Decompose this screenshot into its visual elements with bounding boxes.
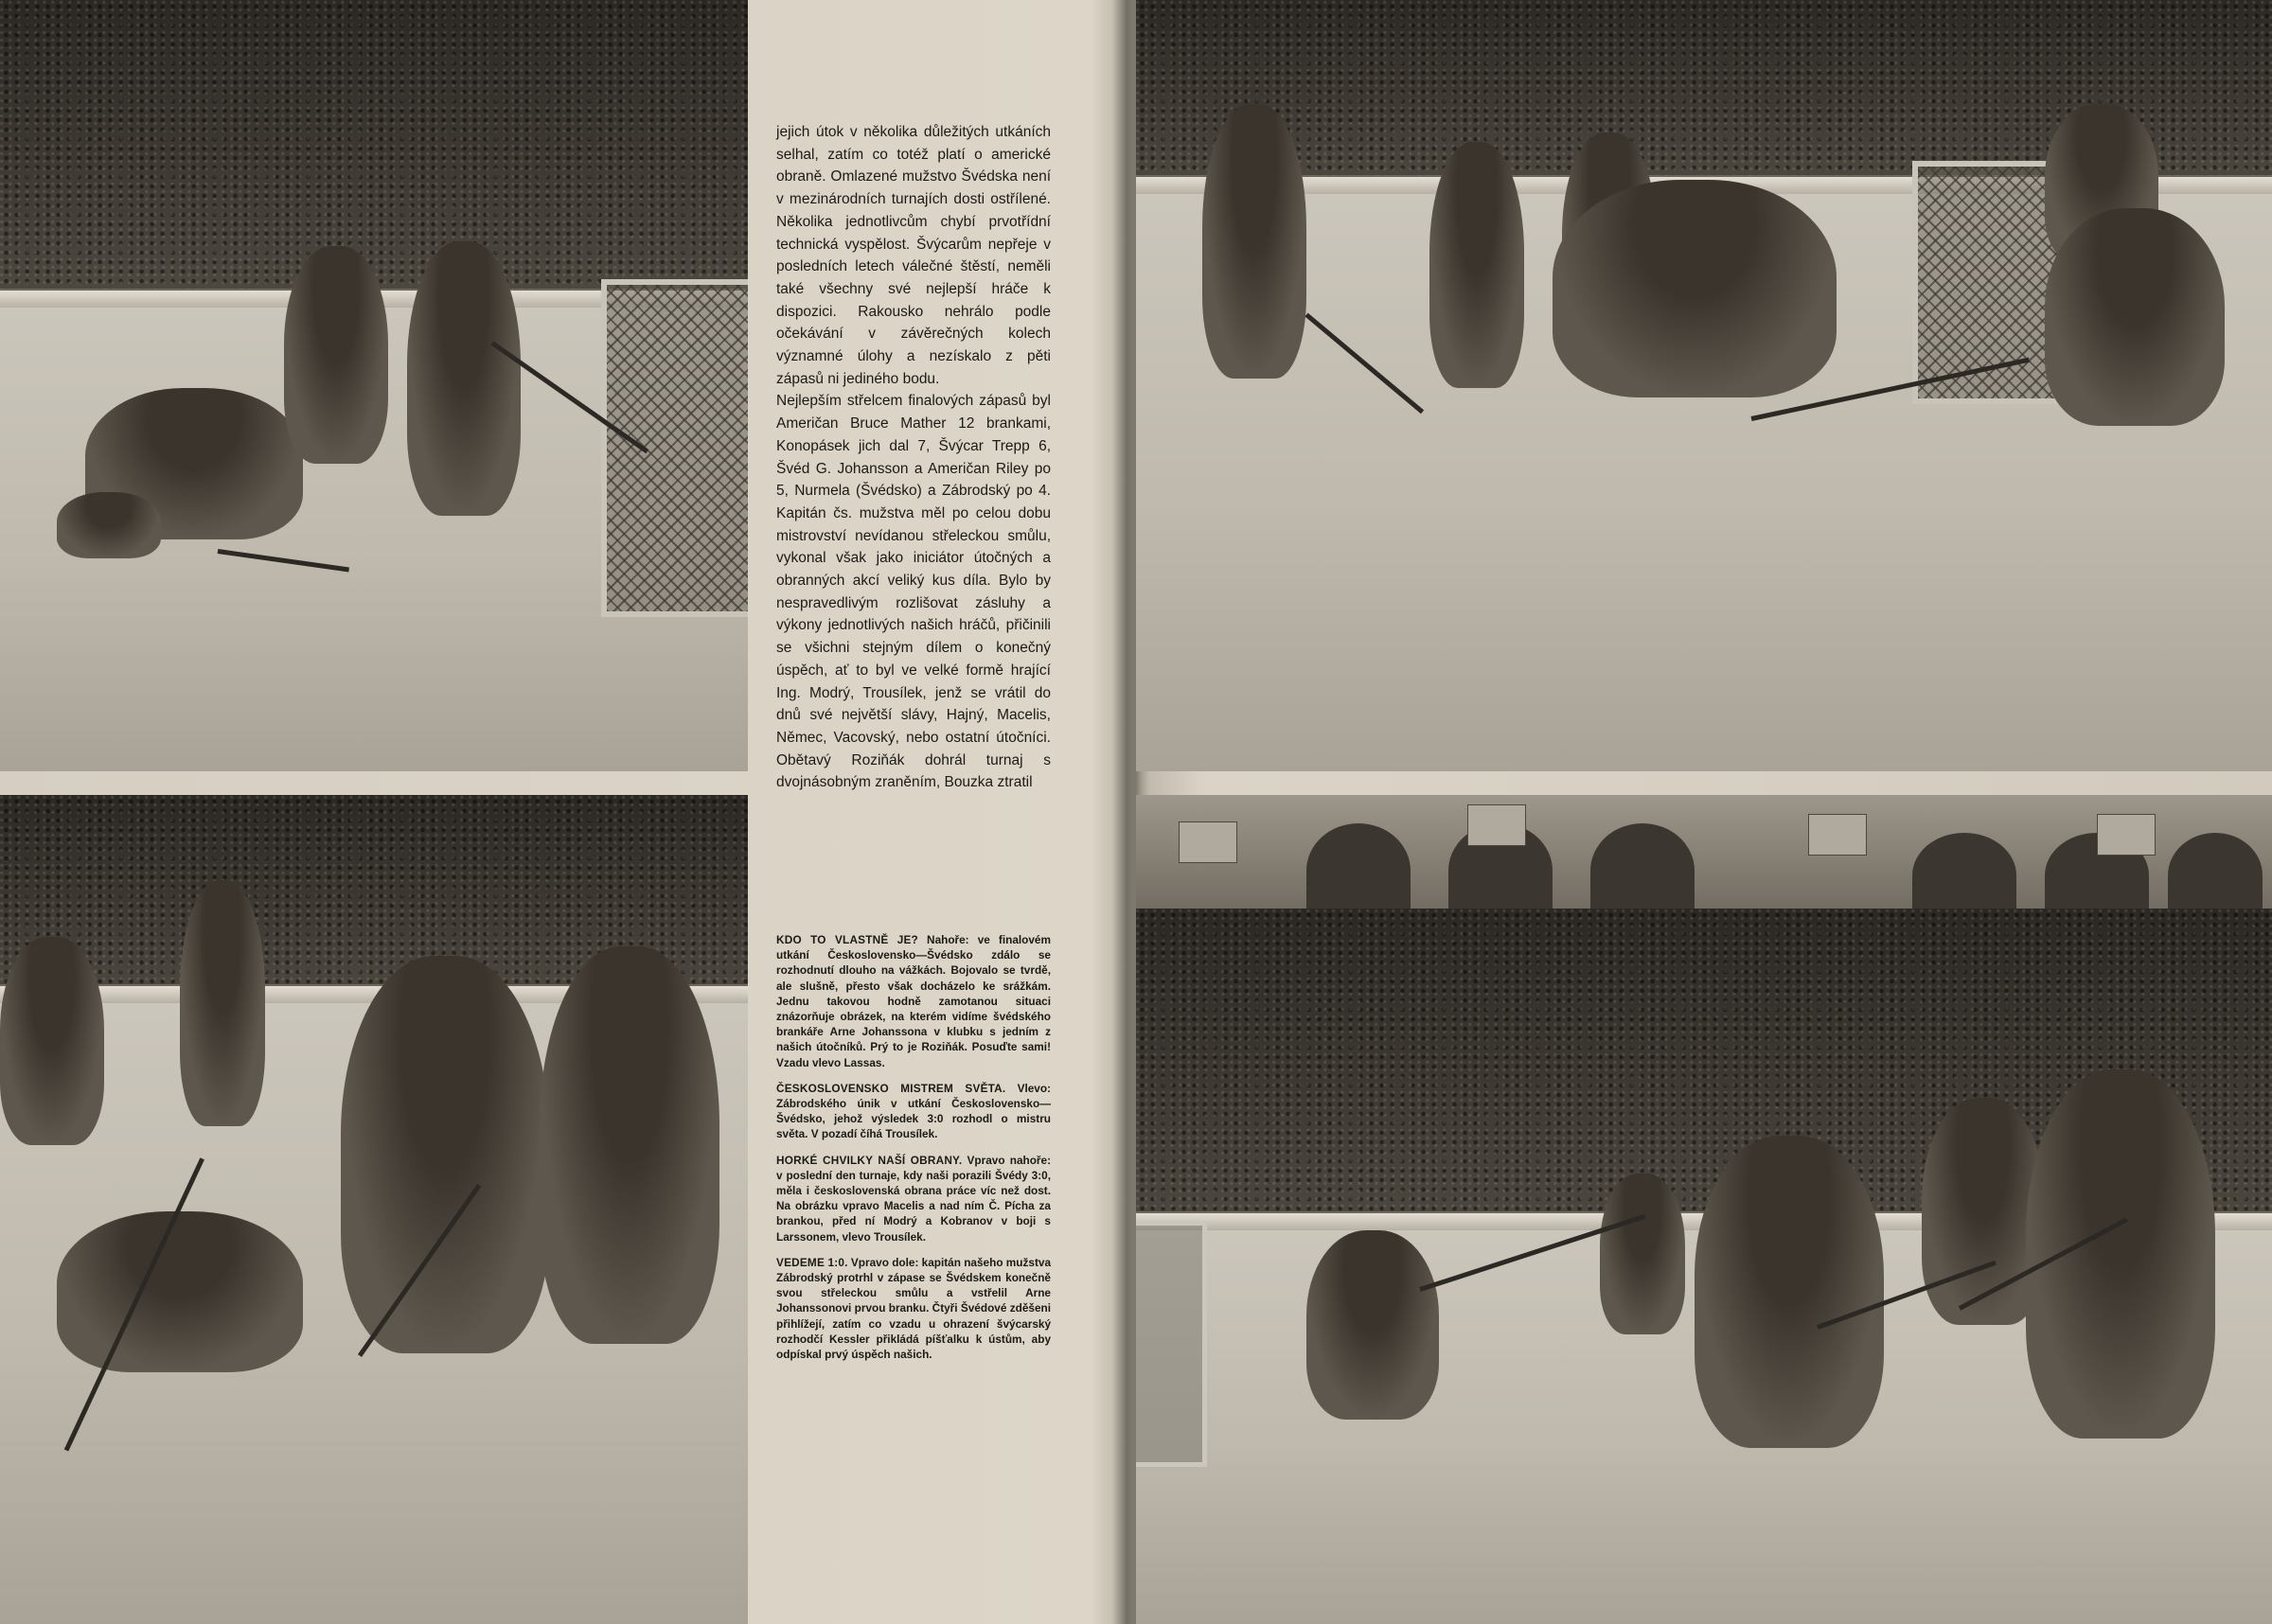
caption-vedeme	[776, 1255, 1051, 1362]
caption-head: HORKÉ CHVILKY NAŠÍ OBRANY.	[776, 1153, 963, 1167]
caption-ceskoslovensko-mistrem-sveta	[776, 1081, 1051, 1142]
caption-body: Vpravo nahoře: v poslední den turnaje, kdy naši porazili Švédy 3:0, měla i československá obrana práce víc než dost. Na obrázku vpravo Macelis a nad ním Č. Pícha za brankou, před ní Modrý a Kobranov v boji s Larssonem, vlevo Trousílek.	[776, 1153, 1052, 1244]
caption-body: Nahoře: ve finalovém utkání Československo—Švédsko zdálo se rozhodnutí dlouho na vážkách. Bojovalo se tvrdě, ale slušně, přesto však docházelo ke srážkám. Jednu takovou hodně zamotanou situaci znázorňuje obrázek, na kterém vidíme švédského brankáře Arne Johanssona v klubku s jedním z našich útočníků. Prý to je Roziňák. Posuďte sami! Vzadu vlevo Lassas.	[776, 933, 1051, 1069]
caption-body: Vlevo: Zábrodského únik v utkání Československo—Švédsko, jehož výsledek 3:0 rozhodl o mistru světa. V pozadí číhá Trousílek.	[776, 1081, 1051, 1141]
caption-head: ČESKOSLOVENSKO MISTREM SVĚTA.	[776, 1081, 1006, 1095]
article-paragraph-1: jejich útok v několika důležitých utkáních selhal, zatím co totéž platí o americké obraně. Omlazené mužstvo Švédska není v mezinárodních turnajích dosti ostřílené. Několika jednotlivcům chybí prvotřídní technická vyspělost. Švýcarům nepřeje v posledních letech válečné štěstí, neměli také všechny své nejlepší hráče k dispozici. Rakousko nehrálo podle očekávání v závěrečných kolech významné úlohy a nezískalo z pěti zápasů ni jediného bodu.	[776, 124, 1051, 387]
article-text	[776, 121, 1051, 794]
photo-defence	[1136, 0, 2272, 771]
caption-head: KDO TO VLASTNĚ JE?	[776, 933, 918, 946]
photo-first-goal	[1136, 795, 2272, 1624]
caption-head: VEDEME 1:0.	[776, 1255, 848, 1269]
article-paragraph-2: Nejlepším střelcem finalových zápasů byl Američan Bruce Mather 12 brankami, Konopásek jich dal 7, Švýcar Trepp 6, Švéd G. Johansson a Američan Riley po 5, Nurmela (Švédsko) a Zábrodský po 4. Kapitán čs. mužstva měl po celou dobu mistrovství nevídanou střeleckou smůlu, vykonal však jako iniciátor útočných a obranných akcí veliký kus díla. Bylo by nespravedlivým rozlišovat zásluhy a výkony jednotlivých našich hráčů, přičinili se všichni stejným dílem o konečný úspěch, ať to byl ve velké formě hrající Ing. Modrý, Trousílek, jenž se vrátil do dnů své největší slávy, Hajný, Macelis, Němec, Vacovský, nebo ostatní útočníci. Obětavý Roziňák dohrál turnaj s dvojnásobným zraněním, Bouzka ztratil	[776, 393, 1051, 791]
caption-horke-chvilky	[776, 1153, 1051, 1244]
photo-captions	[776, 932, 1051, 1372]
caption-kdo-to-vlastne-je	[776, 932, 1051, 1070]
caption-body: Vpravo dole: kapitán našeho mužstva Zábrodský protrhl v zápase se Švédskem konečně svou střeleckou smůlu a vstřelil Arne Johanssonovi prvou branku. Čtyři Švédové zděšeni přihlížejí, zatím co vzadu u ohrazení švýcarský rozhodčí Kessler přikládá píšťalku k ústům, aby odpískal prvý úspěch našich.	[776, 1255, 1052, 1362]
photo-goal-pileup	[0, 0, 748, 771]
photo-breakaway	[0, 795, 748, 1624]
